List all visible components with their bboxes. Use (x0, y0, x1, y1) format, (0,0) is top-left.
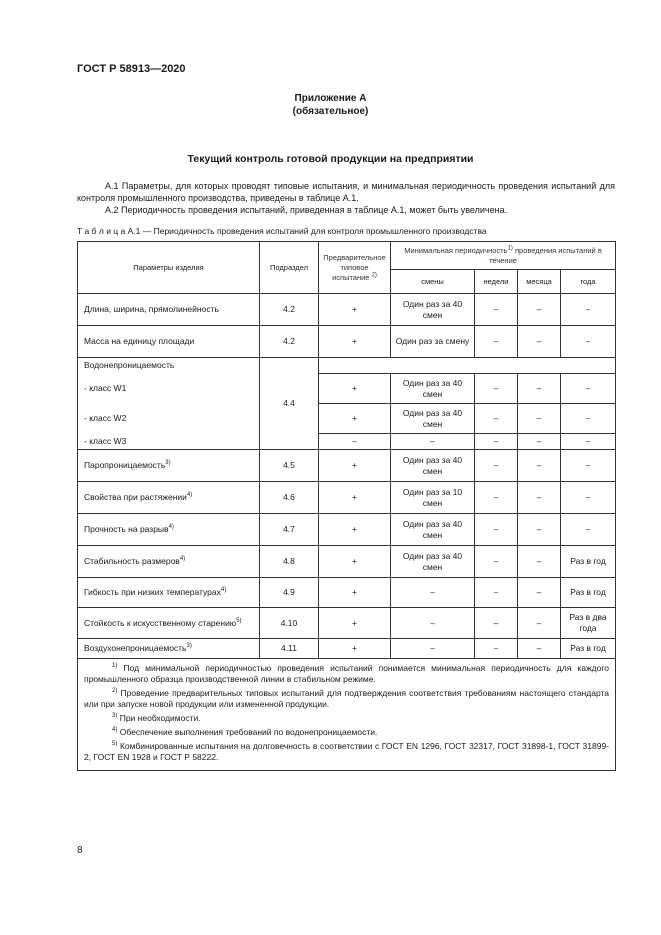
table-row (78, 404, 616, 434)
week-cell: – (475, 482, 518, 514)
document-id: ГОСТ Р 58913—2020 (77, 63, 186, 75)
page-number: 8 (77, 845, 83, 856)
subsection-cell: 4.8 (260, 546, 319, 578)
param-name-text: Прочность на разрыв (84, 524, 169, 534)
pre-test-cell: + (319, 482, 391, 514)
subsection-cell: 4.11 (260, 639, 319, 659)
param-name: - класс W3 (78, 434, 260, 450)
table-row (78, 374, 616, 404)
param-name (78, 639, 260, 659)
year-cell: Раз в год (561, 546, 616, 578)
week-cell: – (475, 374, 518, 404)
month-cell: – (518, 450, 561, 482)
year-cell: – (561, 514, 616, 546)
month-cell: – (518, 514, 561, 546)
param-footnote-mark: 4) (220, 587, 227, 594)
param-name: - класс W1 (78, 374, 260, 404)
header-params: Параметры изделия (78, 242, 260, 294)
footnote (84, 663, 609, 685)
section-title: Текущий контроль готовой продукции на предприятии (187, 153, 474, 165)
param-name (78, 608, 260, 639)
week-cell: – (475, 326, 518, 358)
shift-cell: Один раз за 40 смен (391, 294, 475, 326)
year-cell: Раз в год (561, 639, 616, 659)
header-min-period-label: Минимальная периодичность (404, 245, 508, 255)
shift-cell: Один раз за 40 смен (391, 514, 475, 546)
subsection-cell: 4.5 (260, 450, 319, 482)
subsection-cell: 4.2 (260, 326, 319, 358)
month-cell: – (518, 578, 561, 608)
week-cell: – (475, 578, 518, 608)
week-cell: – (475, 450, 518, 482)
table-row (78, 326, 616, 358)
param-footnote-mark: 4) (168, 524, 174, 531)
table-row (78, 450, 616, 482)
footnote-text: Проведение предварительных типовых испытаний для подтверждения соответствия требованиям настоящего стандарта или при запуске новой продукции или измененной продукции. (84, 688, 610, 709)
pre-test-cell: + (319, 404, 391, 434)
shift-cell: Один раз за смену (391, 326, 475, 358)
footnote (84, 688, 609, 710)
month-cell: – (518, 404, 561, 434)
paragraph-a1: А.1 Параметры, для которых проводят типовые испытания, и минимальная периодичность проведения испытаний для контроля промышленного производства, приведены в таблице А.1. (77, 181, 615, 203)
pre-test-cell: + (319, 294, 391, 326)
param-name (78, 326, 260, 358)
week-cell: – (475, 608, 518, 639)
header-years: года (561, 270, 616, 294)
week-cell: – (475, 434, 518, 450)
header-min-period-footnote: 1) (507, 245, 513, 251)
table-caption: Т а б л и ц а А.1 — Периодичность проведения испытаний для контроля промышленного производства (77, 226, 487, 236)
shift-cell: – (391, 639, 475, 659)
week-cell: – (475, 546, 518, 578)
header-pre-test-label: Предварительное типовое испытание (323, 252, 386, 282)
table-row (78, 358, 616, 374)
footnote-mark: 3) (112, 713, 118, 720)
shift-cell: – (391, 578, 475, 608)
param-footnote-mark: 5) (236, 617, 242, 624)
pre-test-cell: + (319, 578, 391, 608)
month-cell: – (518, 294, 561, 326)
footnote-text: Под минимальной периодичностью проведения испытаний понимается минимальная периодичность для каждого промышленного образца производственной линии в стабильном режиме. (84, 663, 610, 684)
table-row (78, 514, 616, 546)
param-name-text: Воздухонепроницаемость (84, 643, 187, 653)
year-cell: – (561, 450, 616, 482)
pre-test-cell: + (319, 608, 391, 639)
year-cell: – (561, 294, 616, 326)
param-name-text: Свойства при растяжении (84, 492, 187, 502)
appendix-title: Приложение А (294, 93, 367, 104)
param-footnote-mark: 3) (165, 460, 171, 467)
footnote-mark: 4) (112, 727, 118, 734)
subsection-cell: 4.2 (260, 294, 319, 326)
subsection-cell: 4.7 (260, 514, 319, 546)
header-min-period-tail: проведения испытаний в течение (489, 245, 602, 265)
table-row (78, 578, 616, 608)
appendix-subtitle: (обязательное) (292, 106, 369, 117)
shift-cell: Один раз за 40 смен (391, 404, 475, 434)
paragraph-a2: А.2 Периодичность проведения испытаний, приведенная в таблице А.1, может быть увеличена. (105, 205, 508, 215)
table-header-row-1 (78, 242, 616, 270)
month-cell: – (518, 326, 561, 358)
param-name (78, 578, 260, 608)
shift-cell: – (391, 434, 475, 450)
table-row (78, 434, 616, 450)
shift-cell: Один раз за 10 смен (391, 482, 475, 514)
pre-test-cell: + (319, 639, 391, 659)
param-footnote-mark: 4) (186, 492, 193, 499)
param-name-text: Длина, ширина, прямолинейность (84, 304, 219, 314)
month-cell: – (518, 434, 561, 450)
table-row (78, 294, 616, 326)
param-name: Водонепроницаемость (78, 358, 260, 374)
shift-cell: Один раз за 40 смен (391, 450, 475, 482)
param-name-text: Стабильность размеров (84, 556, 180, 566)
param-name (78, 546, 260, 578)
param-name-text: Гибкость при низких температурах (84, 587, 221, 597)
month-cell: – (518, 546, 561, 578)
footnote (84, 727, 609, 738)
year-cell: – (561, 482, 616, 514)
week-cell: – (475, 294, 518, 326)
header-shifts: смены (391, 270, 475, 294)
param-name (78, 450, 260, 482)
periodicity-table (77, 241, 616, 771)
month-cell: – (518, 608, 561, 639)
param-name (78, 294, 260, 326)
year-cell: Раз в год (561, 578, 616, 608)
footnote-text: При необходимости. (119, 713, 201, 723)
header-pre-test-footnote: 2) (371, 272, 377, 278)
pre-test-cell: + (319, 374, 391, 404)
footnote (84, 713, 609, 724)
pre-test-cell: + (319, 326, 391, 358)
pre-test-cell: + (319, 546, 391, 578)
month-cell: – (518, 374, 561, 404)
subsection-cell: 4.9 (260, 578, 319, 608)
shift-cell: Один раз за 40 смен (391, 374, 475, 404)
year-cell: – (561, 434, 616, 450)
year-cell: – (561, 326, 616, 358)
footnote (84, 741, 609, 763)
param-name-text: Масса на единицу площади (84, 336, 195, 346)
month-cell: – (518, 482, 561, 514)
pre-test-cell: + (319, 450, 391, 482)
param-name-text: Стойкость к искусственному старению (84, 617, 237, 628)
header-months: месяца (518, 270, 561, 294)
shift-cell: Один раз за 40 смен (391, 546, 475, 578)
param-footnote-mark: 4) (179, 556, 186, 563)
year-cell: Раз в два года (561, 608, 616, 639)
empty-cell (319, 358, 616, 374)
header-min-period (391, 242, 616, 270)
pre-test-cell: + (319, 514, 391, 546)
pre-test-cell: – (319, 434, 391, 450)
footnote-mark: 5) (112, 741, 118, 748)
table-row (78, 546, 616, 578)
table-row (78, 639, 616, 659)
param-name (78, 482, 260, 514)
table-row (78, 482, 616, 514)
subsection-cell: 4.6 (260, 482, 319, 514)
param-name-text: Паропроницаемость (84, 460, 166, 470)
month-cell: – (518, 639, 561, 659)
week-cell: – (475, 639, 518, 659)
footnote-text: Комбинированные испытания на долговечность в соответствии с ГОСТ EN 1296, ГОСТ 32317, ГОСТ 31898-1, ГОСТ 31899-2, ГОСТ EN 1928 и ГОСТ Р 58222. (84, 741, 610, 762)
week-cell: – (475, 404, 518, 434)
footnote-mark: 1) (112, 663, 118, 670)
header-pre-test (319, 242, 391, 294)
shift-cell: – (391, 608, 475, 639)
header-weeks: недели (475, 270, 518, 294)
param-name (78, 514, 260, 546)
table-row (78, 608, 616, 639)
footnote-mark: 2) (112, 688, 118, 695)
footnote-text: Обеспечение выполнения требований по водонепроницаемости. (119, 727, 378, 737)
year-cell: – (561, 404, 616, 434)
subsection-cell: 4.4 (260, 358, 319, 450)
param-footnote-mark: 3) (186, 643, 192, 650)
param-name: - класс W2 (78, 404, 260, 434)
week-cell: – (475, 514, 518, 546)
year-cell: – (561, 374, 616, 404)
footnotes-row (78, 659, 616, 771)
subsection-cell: 4.10 (260, 608, 319, 639)
footnotes-cell (78, 659, 616, 771)
header-subsection: Подраздел (260, 242, 319, 294)
